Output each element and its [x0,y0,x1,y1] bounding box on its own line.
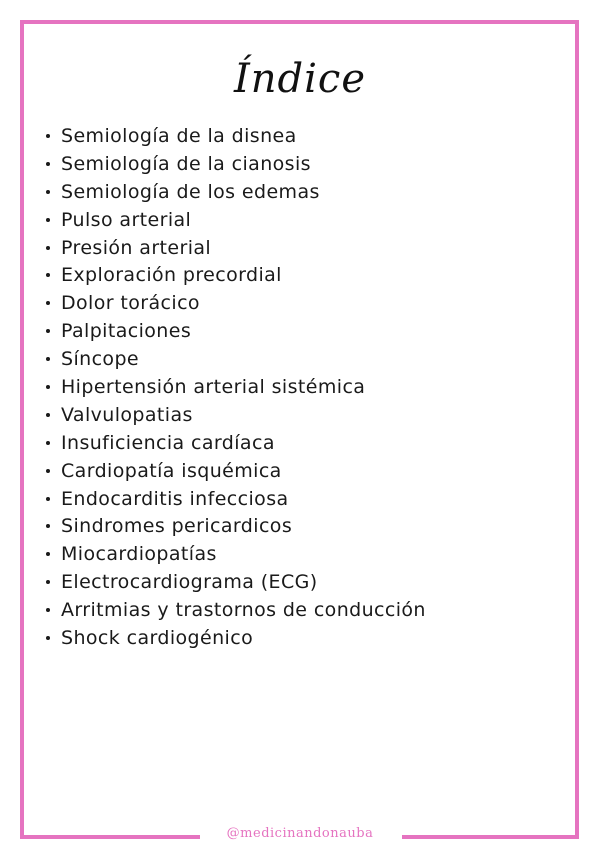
index-item [40,234,426,262]
index-item-label: Insuficiencia cardíaca [61,431,275,454]
index-item [40,178,426,206]
bullet-icon [46,385,50,389]
index-item [40,568,426,596]
index-item-label: Cardiopatía isquémica [61,459,282,482]
bullet-icon [46,497,50,501]
index-item-label: Shock cardiogénico [61,626,254,649]
bullet-icon [46,469,50,473]
index-item-label: Palpitaciones [61,320,192,343]
index-item [40,150,426,178]
index-item-label: Endocarditis infecciosa [61,487,289,510]
index-list [40,122,426,652]
index-item [40,485,426,513]
footer-handle: @medicinandonauba [226,826,374,841]
index-item [40,540,426,568]
index-item [40,624,426,652]
bullet-icon [46,580,50,584]
index-item [40,317,426,345]
bullet-icon [46,218,50,222]
index-item [40,261,426,289]
index-item-label: Dolor torácico [61,292,200,315]
bullet-icon [46,246,50,250]
index-item [40,596,426,624]
frame-border-top [20,20,579,24]
bullet-icon [46,636,50,640]
index-item-label: Electrocardiograma (ECG) [61,571,318,594]
index-item [40,206,426,234]
index-item-label: Arritmias y trastornos de conducción [61,599,426,622]
index-item-label: Miocardiopatías [61,543,217,566]
frame-border-right [575,20,579,839]
bullet-icon [46,524,50,528]
index-item-label: Sindromes pericardicos [61,515,293,538]
index-item-label: Semiología de la disnea [61,124,297,147]
bullet-icon [46,301,50,305]
bullet-icon [46,190,50,194]
index-item [40,289,426,317]
bullet-icon [46,552,50,556]
index-item-label: Semiología de la cianosis [61,152,311,175]
bullet-icon [46,608,50,612]
page-title: Índice [233,56,367,102]
index-item-label: Semiología de los edemas [61,180,320,203]
bullet-icon [46,413,50,417]
bullet-icon [46,329,50,333]
index-item-label: Síncope [61,348,140,371]
bullet-icon [46,273,50,277]
index-item-label: Valvulopatias [61,403,193,426]
frame-border-left [20,20,24,839]
index-item-label: Hipertensión arterial sistémica [61,375,366,398]
index-item [40,457,426,485]
index-item [40,345,426,373]
index-item [40,401,426,429]
index-item [40,429,426,457]
index-item [40,122,426,150]
bullet-icon [46,162,50,166]
index-item-label: Presión arterial [61,236,212,259]
index-item-label: Pulso arterial [61,208,192,231]
bullet-icon [46,357,50,361]
bullet-icon [46,441,50,445]
bullet-icon [46,134,50,138]
index-item-label: Exploración precordial [61,264,282,287]
index-item [40,512,426,540]
index-item [40,373,426,401]
